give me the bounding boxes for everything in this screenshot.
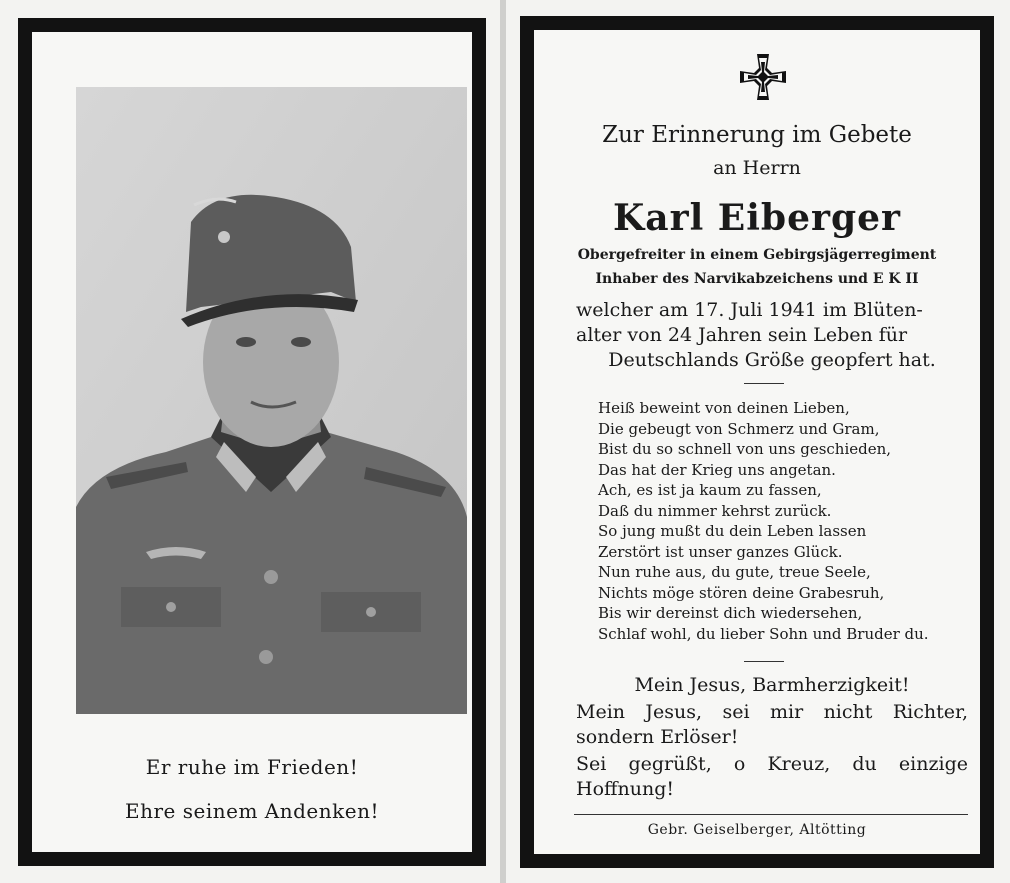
- biography-text: [576, 298, 968, 373]
- divider: [744, 661, 784, 662]
- bio-line: alter von 24 Jahren sein Leben für: [576, 324, 908, 346]
- bio-line: Deutschlands Größe geopfert hat.: [608, 349, 936, 371]
- rest-in-peace-caption: Er ruhe im Frieden!: [145, 755, 359, 779]
- decorations-line: Inhaber des Narvikabzeichens und E K II: [595, 271, 919, 287]
- poem-line: Heiß beweint von deinen Lieben,: [598, 399, 850, 417]
- memorial-subtitle: an Herrn: [713, 157, 801, 179]
- memorial-title: Zur Erinnerung im Gebete: [602, 122, 912, 148]
- soldier-portrait: [76, 87, 467, 714]
- poem-line: Schlaf wohl, du lieber Sohn und Bruder du.: [598, 624, 929, 643]
- prayer-line: Mein Jesus, Barmherzigkeit!: [634, 674, 910, 696]
- honor-memory-caption: Ehre seinem Andenken!: [125, 799, 379, 823]
- poem-line: Bis wir dereinst dich wiedersehen,: [598, 604, 863, 622]
- poem-line: Nichts möge stören deine Grabesruh,: [598, 583, 885, 602]
- deceased-name: Karl Eiberger: [613, 197, 901, 239]
- memorial-poem: [598, 398, 978, 644]
- left-card: [0, 0, 500, 883]
- right-card-inner: [534, 30, 980, 854]
- poem-line: Daß du nimmer kehrst zurück.: [598, 501, 832, 520]
- rank-line: Obergefreiter in einem Gebirgsjägerregiment: [577, 247, 937, 263]
- divider: [574, 814, 968, 815]
- divider: [744, 383, 784, 384]
- poem-line: Ach, es ist ja kaum zu fassen,: [598, 481, 822, 499]
- poem-line: Die gebeugt von Schmerz und Gram,: [598, 419, 880, 438]
- left-black-border: [18, 18, 486, 866]
- poem-line: Zerstört ist unser ganzes Glück.: [598, 542, 843, 561]
- right-black-border: [520, 16, 994, 868]
- poem-line: Das hat der Krieg uns angetan.: [598, 460, 836, 479]
- right-card: [506, 0, 1010, 883]
- prayer-line: Sei gegrüßt, o Kreuz, du einzige Hoffnung!: [576, 753, 968, 800]
- prayer-line: Mein Jesus, sei mir nicht Richter, sondern Erlöser!: [576, 701, 968, 748]
- iron-cross-icon: [740, 54, 786, 100]
- poem-line: Bist du so schnell von uns geschieden,: [598, 440, 892, 458]
- poem-line: Nun ruhe aus, du gute, treue Seele,: [598, 563, 871, 581]
- poem-line: So jung mußt du dein Leben lassen: [598, 522, 867, 540]
- portrait-drawing: [76, 87, 467, 714]
- left-card-inner: [32, 32, 472, 852]
- printer-imprint: Gebr. Geiselberger, Altötting: [647, 822, 867, 838]
- prayer-block: [576, 673, 968, 802]
- bio-line: welcher am 17. Juli 1941 im Blüten-: [576, 299, 923, 321]
